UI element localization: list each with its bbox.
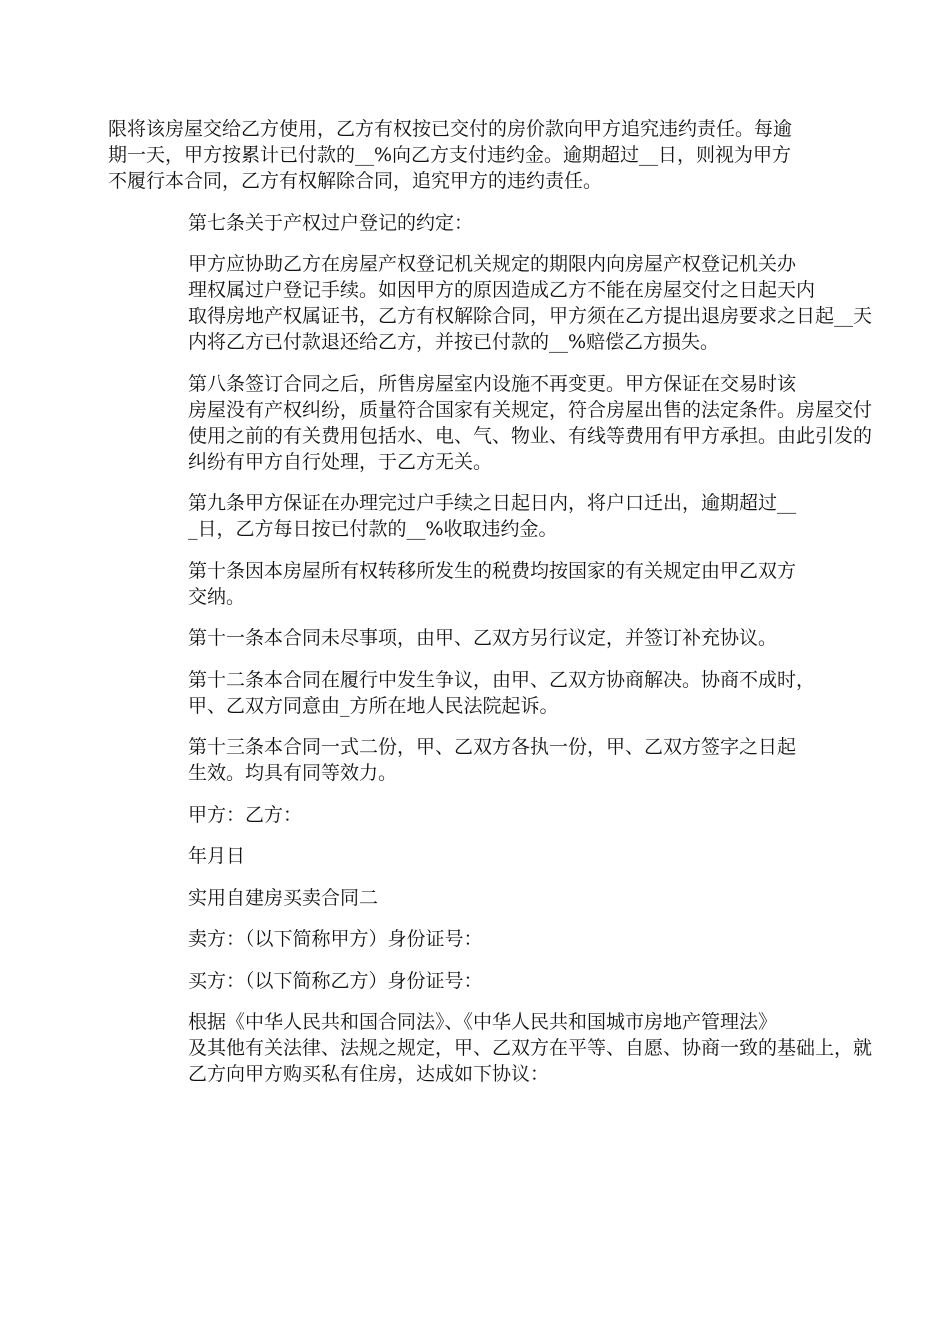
text-line: 甲、乙双方同意由_方所在地人民法院起诉。 (188, 694, 559, 717)
paragraph (108, 926, 848, 952)
text-line: 使用之前的有关费用包括水、电、气、物业、有线等费用有甲方承担。由此引发的 (188, 424, 873, 447)
text-line: 第七条关于产权过户登记的约定： (188, 211, 474, 234)
document-body (108, 116, 873, 1103)
text-line: 根据《中华人民共和国合同法》、《中华人民共和国城市房地产管理法》 (188, 1011, 778, 1033)
text-line: 第十二条本合同在履行中发生争议，由甲、乙双方协商解决。协商不成时， (188, 668, 816, 691)
text-line: _日，乙方每日按已付款的__%收取违约金。 (188, 518, 558, 540)
text-line: 第十条因本房屋所有权转移所发生的税费均按国家的有关规定由甲乙双方 (188, 559, 797, 582)
text-line: 第十一条本合同未尽事项，由甲、乙双方另行议定，并签订补充协议。 (188, 627, 778, 649)
paragraph (108, 843, 848, 869)
text-line: 卖方：（以下简称甲方）身份证号： (188, 928, 483, 950)
paragraph (108, 558, 848, 610)
paragraph (108, 734, 848, 786)
paragraph (108, 371, 873, 475)
text-line: 第十三条本合同一式二份，甲、乙双方各执一份，甲、乙双方签字之日起 (188, 736, 797, 758)
text-line: 理权属过户登记手续。如因甲方的原因造成乙方不能在房屋交付之日起天内 (188, 279, 816, 301)
paragraph (108, 1009, 873, 1087)
text-line: 生效。均具有同等效力。 (188, 762, 398, 784)
text-line: 实用自建房买卖合同二 (188, 886, 379, 909)
text-line: 年月日 (188, 845, 246, 867)
paragraph (108, 885, 848, 911)
text-line: 及其他有关法律、法规之规定，甲、乙双方在平等、自愿、协商一致的基础上，就 (188, 1037, 873, 1059)
paragraph (108, 667, 848, 719)
text-line: 取得房地产权属证书，乙方有权解除合同，甲方须在乙方提出退房要求之日起__天 (188, 305, 873, 327)
paragraph (108, 251, 873, 355)
text-line: 第八条签订合同之后，所售房屋室内设施不再变更。甲方保证在交易时该 (188, 372, 797, 395)
text-line: 交纳。 (188, 585, 246, 608)
text-line: 乙方向甲方购买私有住房，达成如下协议： (188, 1063, 550, 1085)
text-line: 不履行本合同，乙方有权解除合同，追究甲方的违约责任。 (108, 170, 603, 192)
paragraph (108, 968, 848, 994)
text-line: 第九条甲方保证在办理完过户手续之日起日内，将户口迁出，逾期超过__ (188, 492, 797, 514)
text-line: 甲方：乙方： (188, 803, 303, 826)
text-line: 纠纷有甲方自行处理，于乙方无关。 (188, 450, 493, 473)
paragraph (108, 490, 848, 542)
text-line: 限将该房屋交给乙方使用，乙方有权按已交付的房价款向甲方追究违约责任。每逾 (108, 118, 793, 140)
paragraph (108, 802, 848, 828)
text-line: 甲方应协助乙方在房屋产权登记机关规定的期限内向房屋产权登记机关办 (188, 253, 797, 275)
text-line: 期一天，甲方按累计已付款的__%向乙方支付违约金。逾期超过__日，则视为甲方 (108, 144, 792, 166)
paragraph (108, 625, 848, 651)
paragraph (108, 116, 848, 194)
text-line: 买方：（以下简称乙方）身份证号： (188, 969, 483, 992)
text-line: 房屋没有产权纠纷，质量符合国家有关规定，符合房屋出售的法定条件。房屋交付 (188, 398, 873, 421)
paragraph (108, 210, 848, 236)
text-line: 内将乙方已付款退还给乙方，并按已付款的__%赔偿乙方损失。 (188, 331, 720, 353)
